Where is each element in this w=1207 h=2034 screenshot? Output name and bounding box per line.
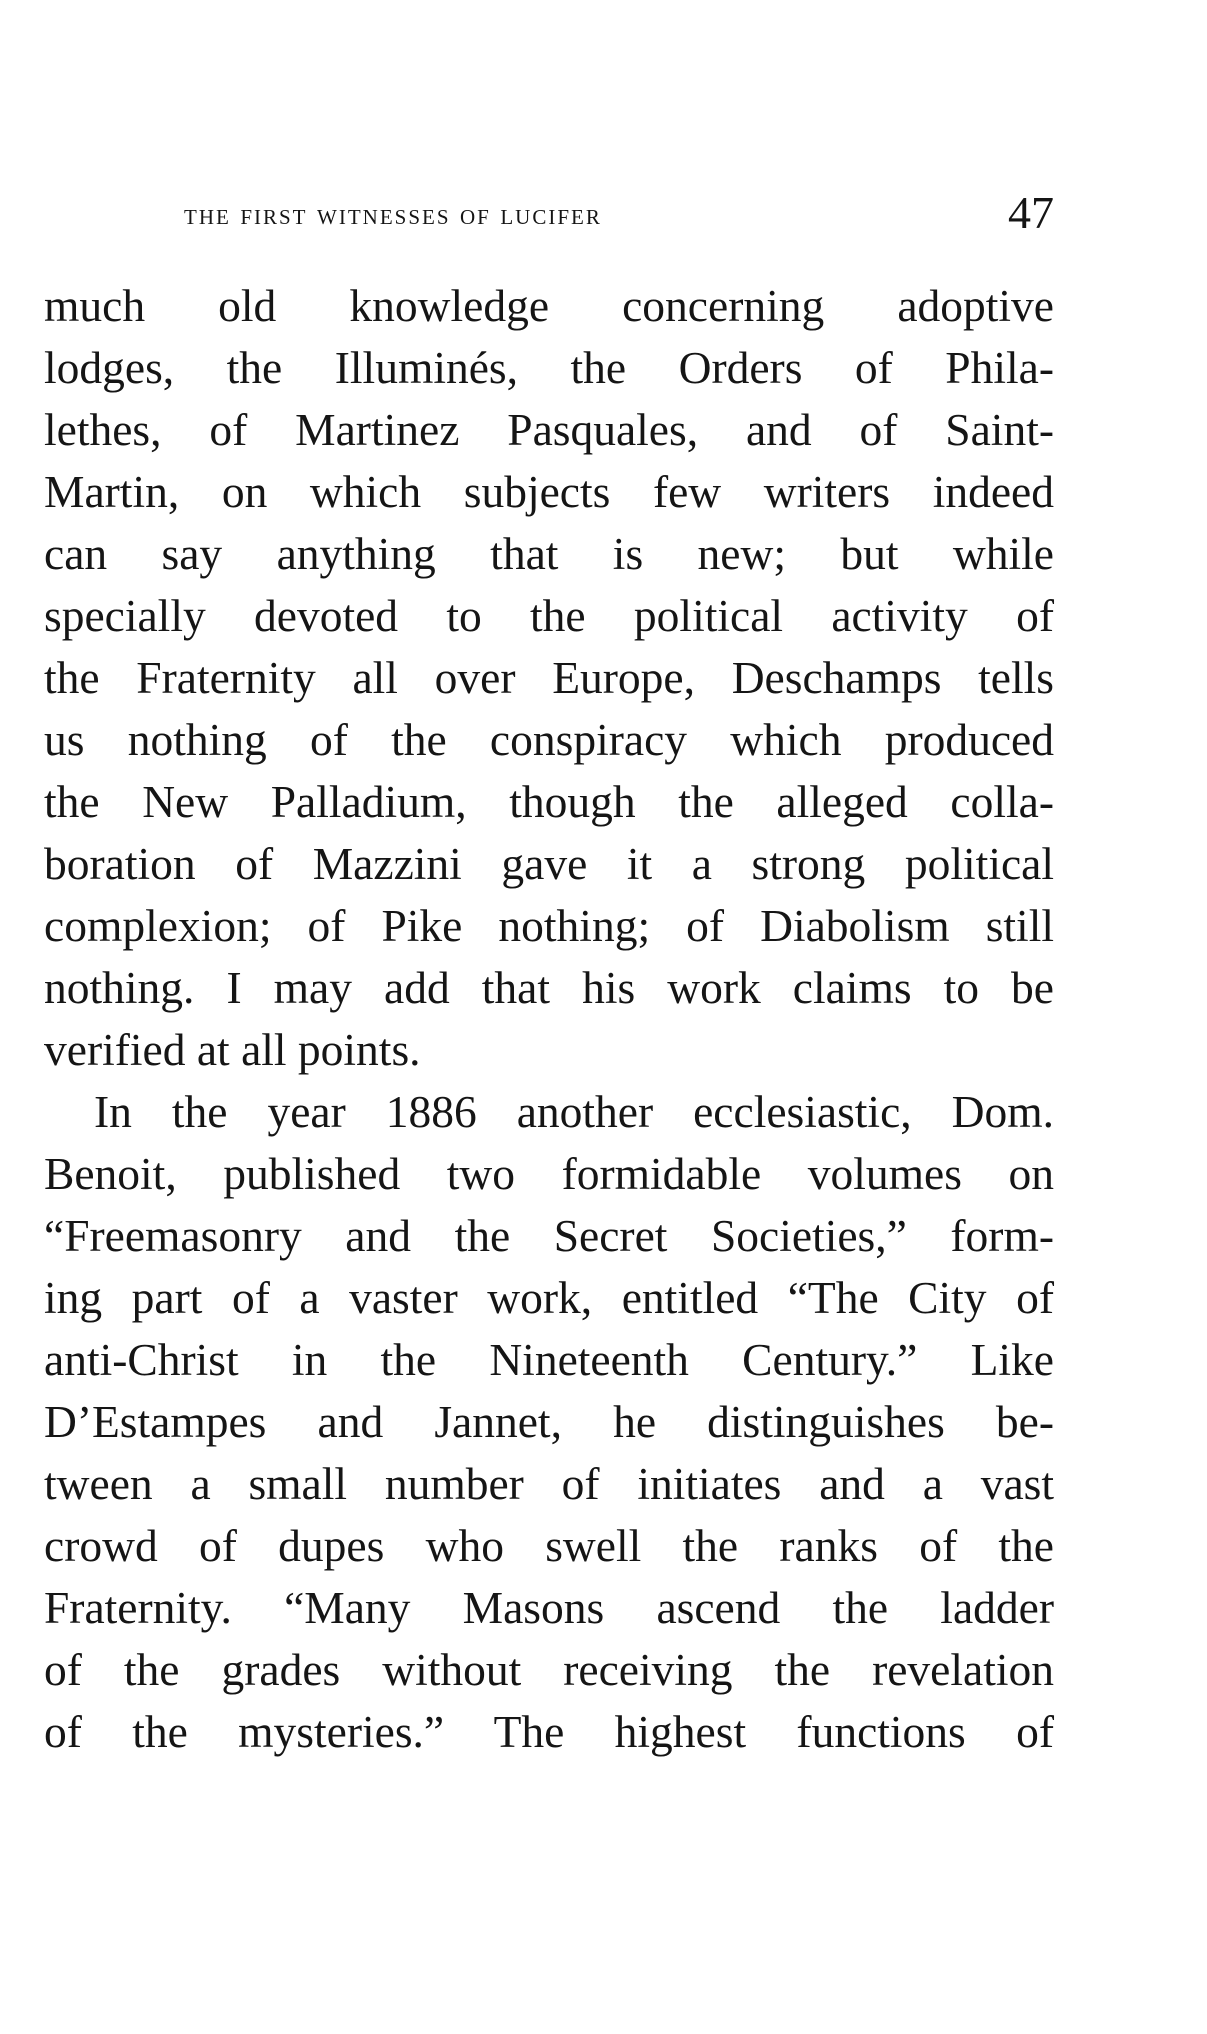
text-line: specially devoted to the political activity of [44, 590, 1054, 641]
text-line: tween a small number of initiates and a vast [44, 1458, 1054, 1509]
text-line: the Fraternity all over Europe, Deschamps tells [44, 652, 1054, 703]
text-line: Martin, on which subjects few writers indeed [44, 466, 1054, 517]
text-line: anti-Christ in the Nineteenth Century.” Like [44, 1334, 1054, 1385]
paragraph-1 [44, 275, 1054, 1081]
text-line: Benoit, published two formidable volumes on [44, 1148, 1054, 1199]
text-line: of the mysteries.” The highest functions of [44, 1706, 1054, 1757]
text-line: ing part of a vaster work, entitled “The City of [44, 1272, 1054, 1323]
text-line: much old knowledge concerning adoptive [44, 280, 1054, 331]
text-line: crowd of dupes who swell the ranks of the [44, 1520, 1054, 1571]
text-line: In the year 1886 another ecclesiastic, Dom. [94, 1086, 1054, 1137]
text-line: boration of Mazzini gave it a strong political [44, 838, 1054, 889]
text-line: the New Palladium, though the alleged colla- [44, 776, 1054, 827]
text-line: us nothing of the conspiracy which produced [44, 714, 1054, 765]
paragraph-2 [44, 1081, 1054, 1763]
body-text [44, 275, 1054, 1763]
running-title: the first witnesses of lucifer [184, 198, 602, 231]
text-line: verified at all points. [44, 1024, 421, 1075]
text-line: D’Estampes and Jannet, he distinguishes be- [44, 1396, 1054, 1447]
text-line: nothing. I may add that his work claims to be [44, 962, 1054, 1013]
running-head [44, 186, 1054, 246]
page-number: 47 [1008, 187, 1054, 238]
text-line: can say anything that is new; but while [44, 528, 1054, 579]
text-line: “Freemasonry and the Secret Societies,” form- [44, 1210, 1054, 1261]
text-line: lodges, the Illuminés, the Orders of Phila- [44, 342, 1054, 393]
text-line: complexion; of Pike nothing; of Diabolism still [44, 900, 1054, 951]
text-line: Fraternity. “Many Masons ascend the ladder [44, 1582, 1054, 1633]
text-line: lethes, of Martinez Pasquales, and of Saint- [44, 404, 1054, 455]
text-line: of the grades without receiving the revelation [44, 1644, 1054, 1695]
